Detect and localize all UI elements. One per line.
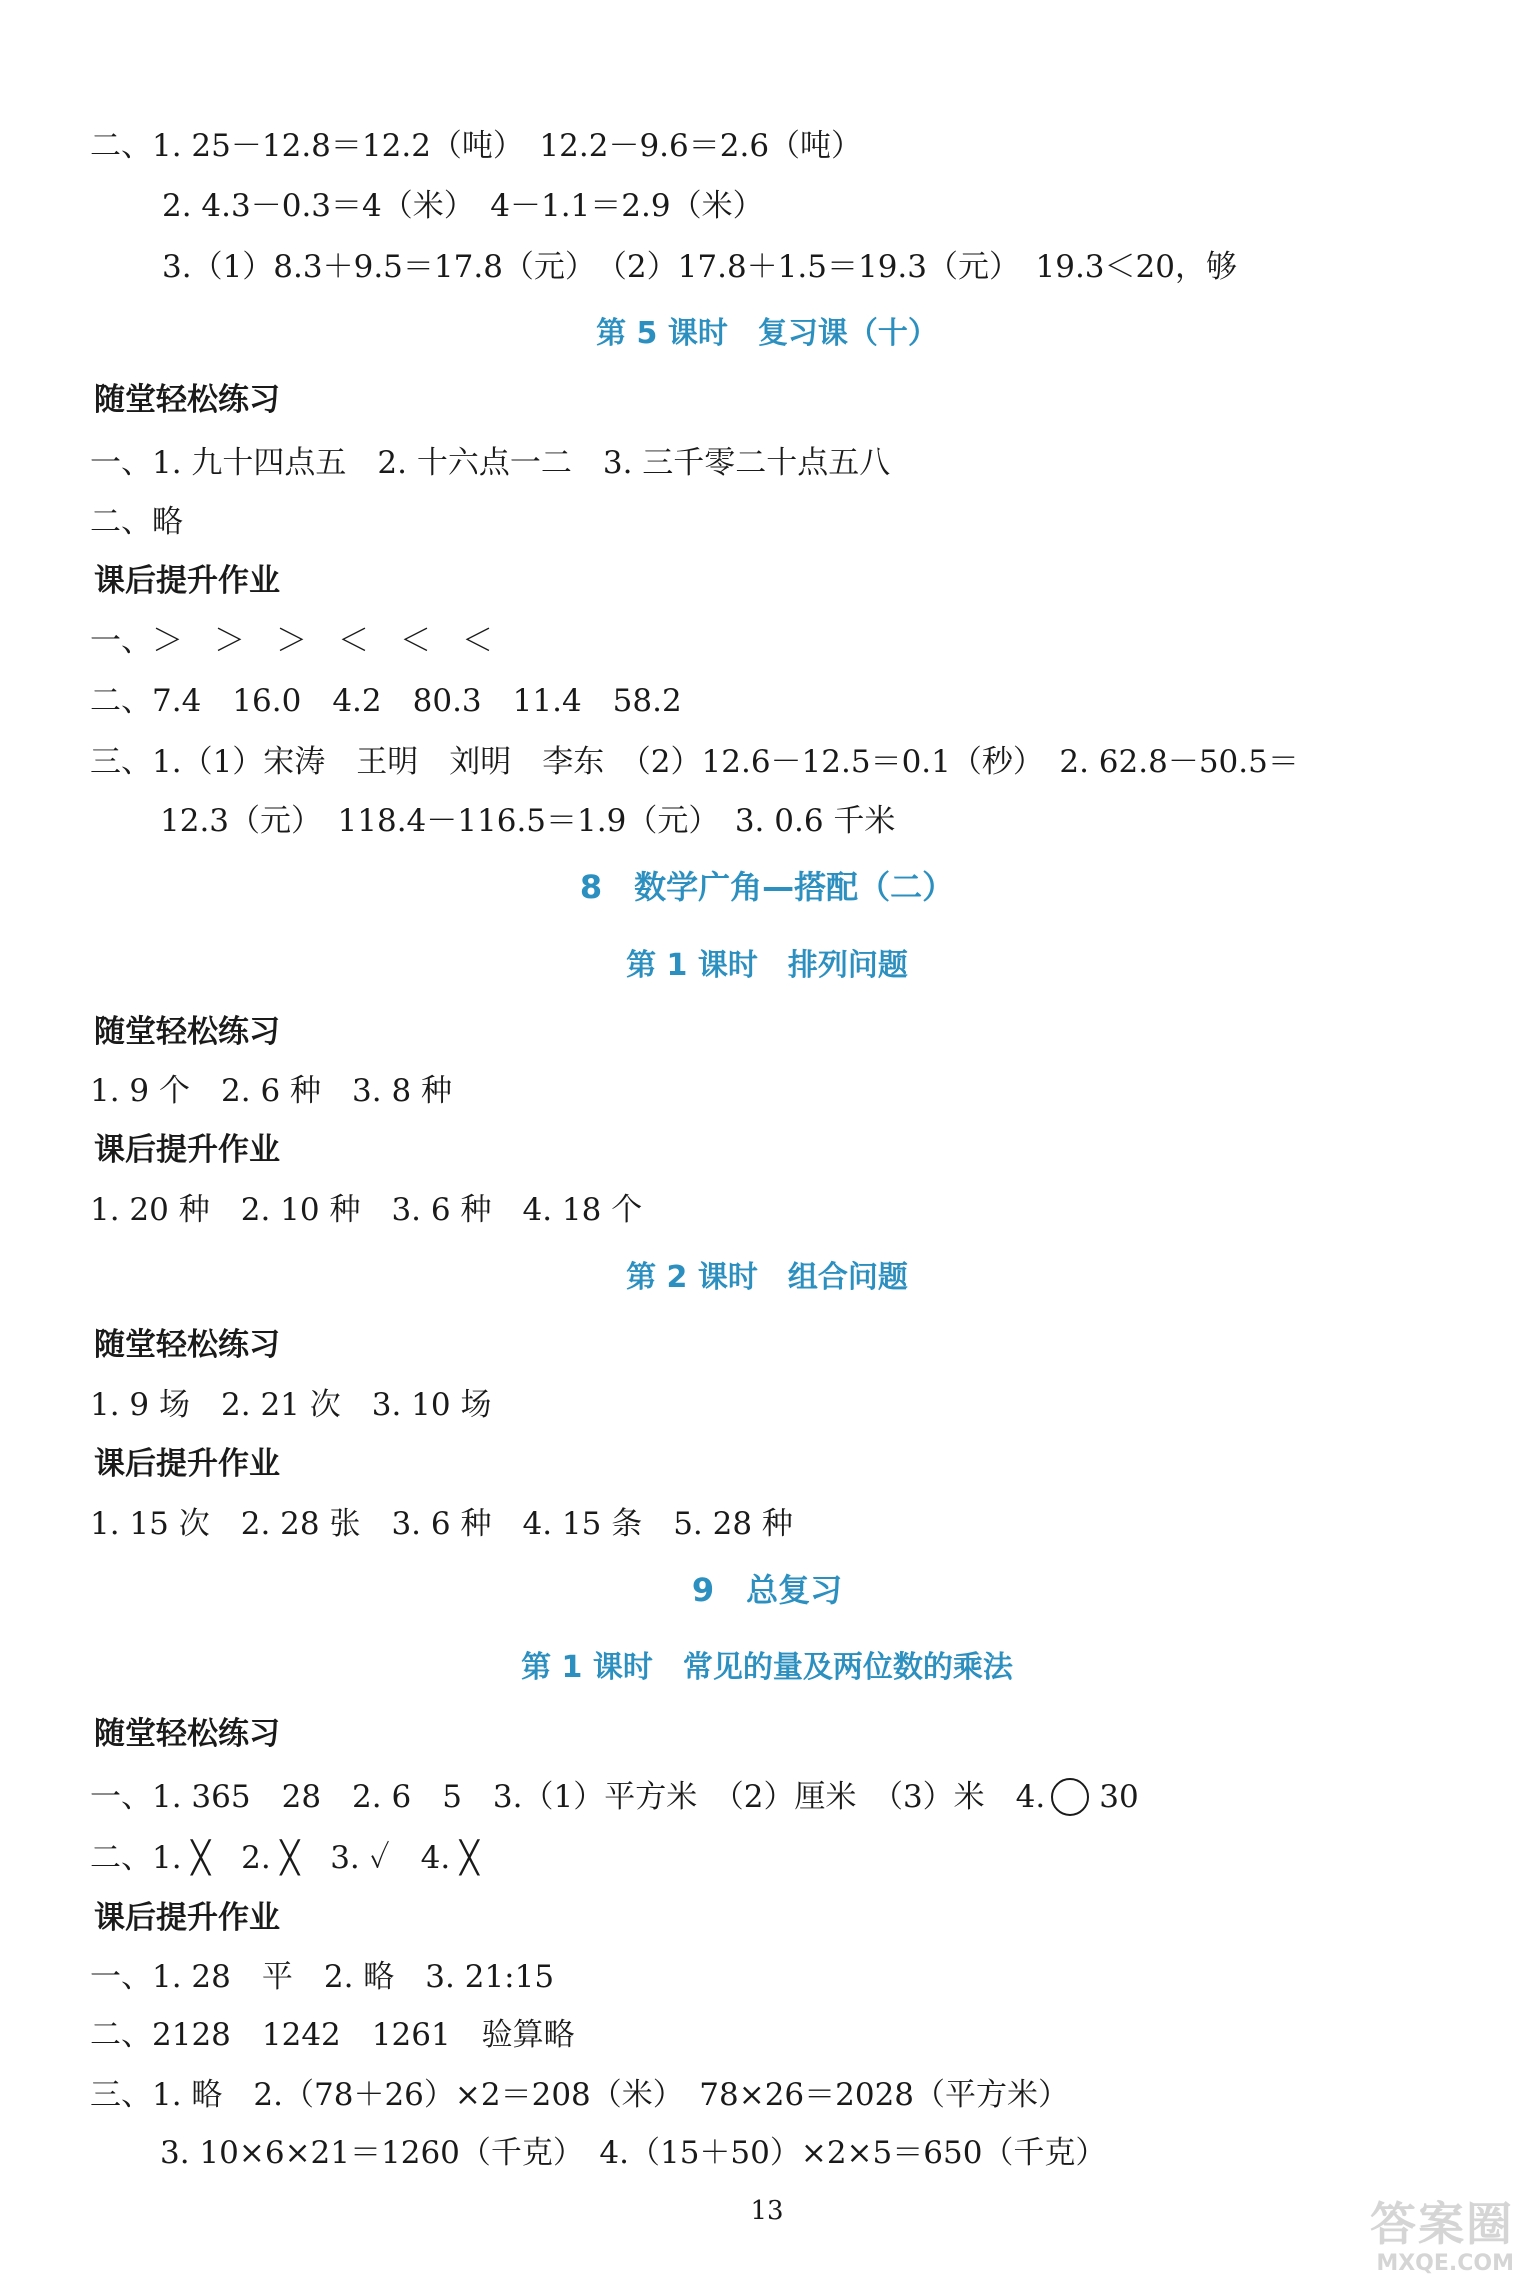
answer-line: 二、7.4 16.0 4.2 80.3 11.4 58.2	[90, 683, 682, 719]
watermark-url: MXQE.COM	[1376, 2251, 1514, 2276]
lesson-title: 第 1 课时 常见的量及两位数的乘法	[521, 1650, 1013, 1685]
section-heading: 课后提升作业	[94, 1132, 280, 1168]
lesson-title: 第 2 课时 组合问题	[626, 1260, 908, 1295]
answer-text: 30	[1099, 1779, 1139, 1815]
answer-text: 一、1. 365 28 2. 6 5 3.（1）平方米 （2）厘米 （3）米 4.	[90, 1779, 1046, 1815]
page-number: 13	[750, 2196, 784, 2226]
answer-line: 1. 15 次 2. 28 张 3. 6 种 4. 15 条 5. 28 种	[90, 1506, 793, 1542]
circle-icon	[1051, 1778, 1089, 1816]
answer-line: 一、1. 九十四点五 2. 十六点一二 3. 三千零二十点五八	[90, 445, 891, 481]
section-heading: 随堂轻松练习	[94, 1014, 280, 1050]
answer-line: 二、1. ╳ 2. ╳ 3. ✓ 4. ╳	[90, 1840, 479, 1876]
answer-line: 1. 9 个 2. 6 种 3. 8 种	[90, 1073, 453, 1109]
answer-line: 一、1. 28 平 2. 略 3. 21:15	[90, 1959, 555, 1995]
answer-line: 一、＞ ＞ ＞ ＜ ＜ ＜	[90, 623, 493, 659]
answer-line: 二、略	[90, 504, 183, 540]
chapter-title: 9 总复习	[691, 1571, 843, 1609]
answer-line: 三、1. 略 2.（78＋26）×2＝208（米） 78×26＝2028（平方米）	[90, 2077, 1070, 2113]
answer-line: 3.（1）8.3＋9.5＝17.8（元） （2）17.8＋1.5＝19.3（元） 19.3＜20，够	[162, 249, 1237, 285]
answer-line: 三、1.（1）宋涛 王明 刘明 李东 （2）12.6－12.5＝0.1（秒） 2. 62.8－50.5＝	[90, 744, 1299, 780]
chapter-title: 8 数学广角—搭配（二）	[579, 868, 955, 906]
answer-line: 2. 4.3－0.3＝4（米） 4－1.1＝2.9（米）	[162, 188, 764, 224]
lesson-title: 第 5 课时 复习课（十）	[596, 316, 938, 351]
answer-line: 1. 9 场 2. 21 次 3. 10 场	[90, 1387, 492, 1423]
lesson-title: 第 1 课时 排列问题	[626, 948, 908, 983]
answer-line: 3. 10×6×21＝1260（千克） 4.（15＋50）×2×5＝650（千克）	[160, 2135, 1107, 2171]
section-heading: 随堂轻松练习	[94, 1716, 280, 1752]
section-heading: 随堂轻松练习	[94, 382, 280, 418]
answer-line: 二、2128 1242 1261 验算略	[90, 2017, 575, 2053]
answer-line: 12.3（元） 118.4－116.5＝1.9（元） 3. 0.6 千米	[160, 803, 896, 839]
answer-line: 二、1. 25－12.8＝12.2（吨） 12.2－9.6＝2.6（吨）	[90, 128, 863, 164]
section-heading: 课后提升作业	[94, 1446, 280, 1482]
watermark-logo	[1320, 2188, 1520, 2278]
answer-line: 1. 20 种 2. 10 种 3. 6 种 4. 18 个	[90, 1192, 643, 1228]
section-heading: 课后提升作业	[94, 1900, 280, 1936]
watermark-text: 答案圈	[1370, 2197, 1514, 2251]
section-heading: 课后提升作业	[94, 563, 280, 599]
answer-line	[90, 1775, 1139, 1820]
section-heading: 随堂轻松练习	[94, 1327, 280, 1363]
